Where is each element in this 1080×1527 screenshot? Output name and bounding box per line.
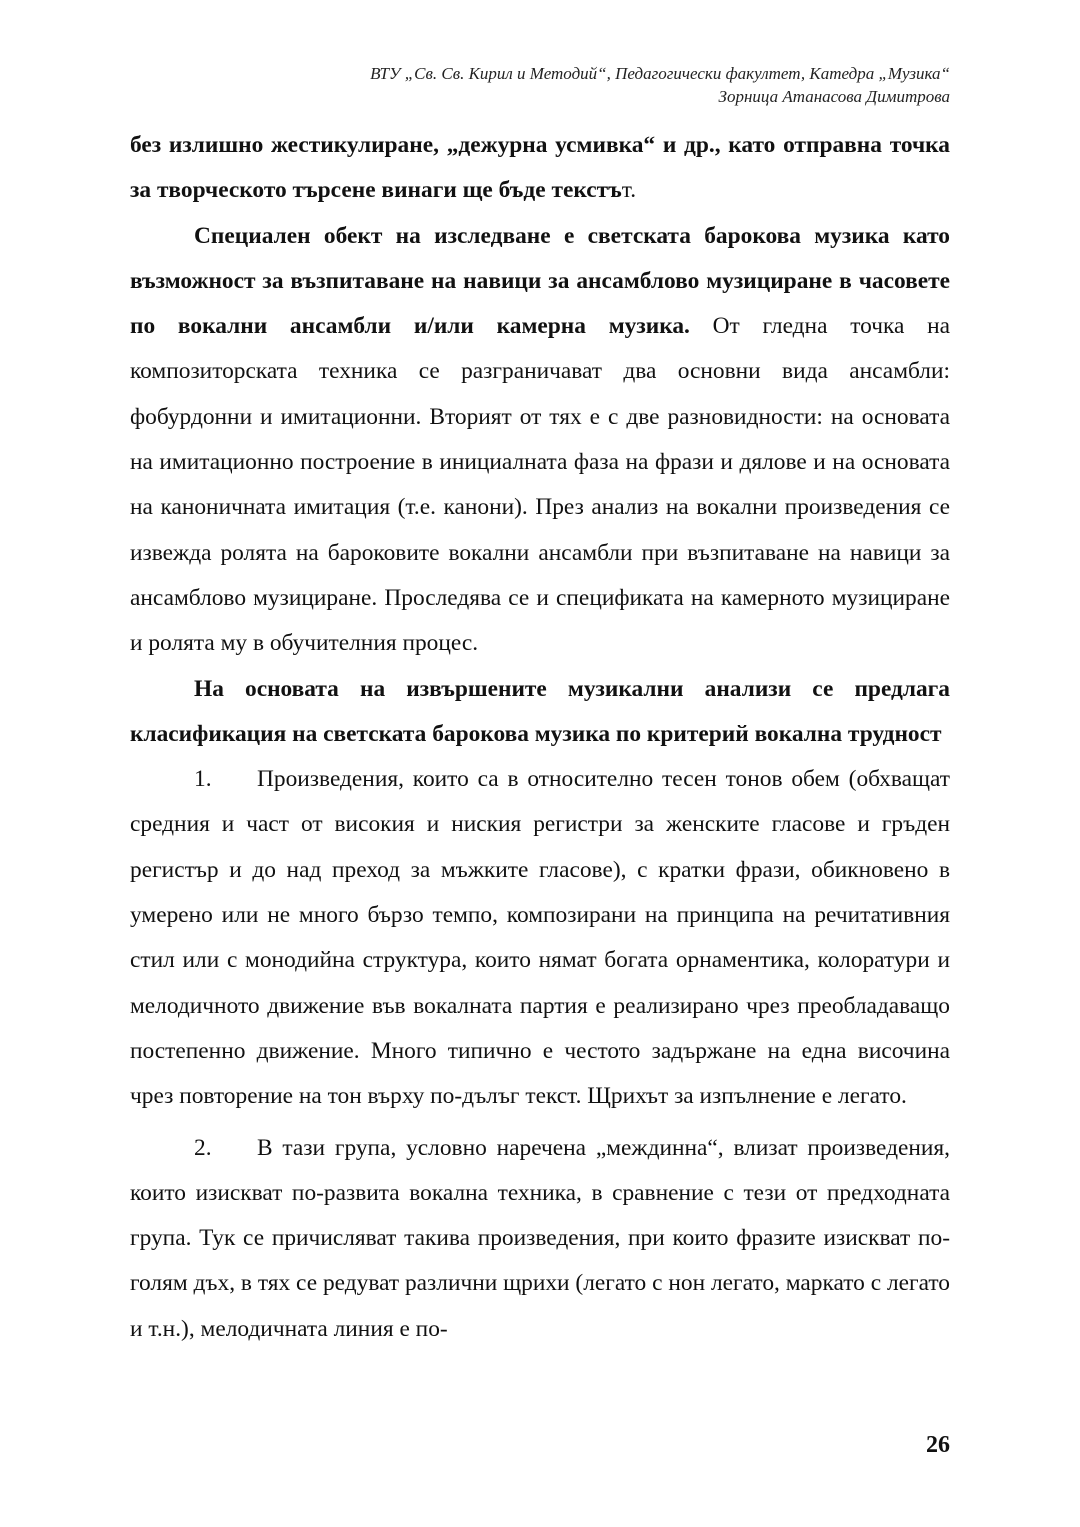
paragraph-3 xyxy=(130,667,950,758)
paragraph-2-bold: Специален обект на изследване е светската барокова музика като възможност за възпитаване на навици за ансамблово музициране в часовете по вокални ансамбли и/или камерна музика. xyxy=(130,222,950,340)
paragraph-3-bold: На основата на извършените музикални анализи се предлага класификация на светската барокова музика по критерий вокална трудност xyxy=(130,675,950,747)
list-item-2-number: 2. xyxy=(194,1134,212,1161)
list-item-2-text: В тази група, условно наречена „междинна“, влизат произведения, които изискват по-развита вокална техника, в сравнение с тези от предходната група. Тук се причисляват такива произведения, при които фразите изискват по-голям дъх, в тях се редуват различни щрихи (легато с нон легато, маркато с легато и т.н.), мелодичната линия е по- xyxy=(130,1134,950,1342)
list-item-2 xyxy=(130,1126,950,1352)
header-author: Зорница Атанасова Димитрова xyxy=(718,87,950,106)
running-header xyxy=(130,62,950,108)
header-institution: ВТУ „Св. Св. Кирил и Методий“, Педагогически факултет, Катедра „Музика“ xyxy=(370,64,950,83)
paragraph-2-text: От гледна точка на композиторската техника се разграничават два основни вида ансамбли: фобурдонни и имитационни. Вторият от тях е с две разновидности: на основата на имитационно построение в инициалната фаза на фрази и дялове и на основата на каноничната имитация (т.е. канони). През анализ на вокални произведения се извежда ролята на бароковите вокални ансамбли при възпитаване на навици за ансамблово музициране. Проследява се и спецификата на камерното музициране и ролята му в обучителния процес. xyxy=(130,313,950,657)
body-text xyxy=(130,123,950,1352)
list-item-1 xyxy=(130,757,950,1119)
list-item-1-number: 1. xyxy=(194,766,212,793)
paragraph-1-bold: без излишно жестикулиране, „дежурна усмивка“ и др., като отправна точка за творческото търсене винаги ще бъде текстъ xyxy=(130,132,950,204)
list-item-1-text: Произведения, които са в относително тесен тонов обем (обхващат средния и част от високия и ниския регистри за женските гласове и гръден регистър и до над преход за мъжките гласове), с кратки фрази, обикновено в умерено или не много бързо темпо, композирани на принципа на речитативния стил или с монодийна структура, които нямат богата орнаментика, колоратури и мелодичното движение във вокалната партия е реализирано чрез преобладаващо постепенно движение. Много типично е честото задържане на една височина чрез повторение на тон върху по-дълъг текст. Щрихът за изпълнение е легато. xyxy=(130,766,950,1110)
paragraph-1 xyxy=(130,123,950,214)
page-number: 26 xyxy=(926,1432,950,1458)
paragraph-1-end: т. xyxy=(621,177,637,204)
paragraph-2 xyxy=(130,214,950,667)
